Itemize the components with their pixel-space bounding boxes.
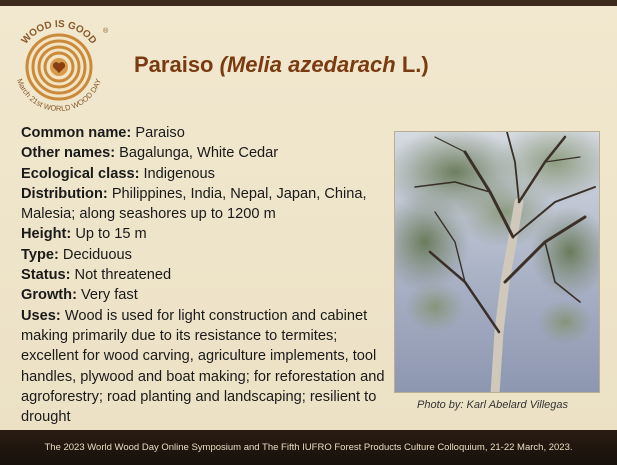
info-row-ecological-class: Ecological class: Indigenous [21,165,215,182]
info-row-height: Height: Up to 15 m [21,226,147,243]
logo-top-text: WOOD IS GOOD [19,18,99,47]
slide [0,6,617,430]
world-wood-day-logo [5,13,113,121]
title-scientific: (Melia azedarach [219,52,396,77]
title-common: Paraiso [134,52,214,77]
info-row-uses: Uses: Wood is used for light construction and cabinet making primarily due to its resistance to termites; excellent for wood carving, agriculture implements, tool handles, plywood and boat making; for reforestation and agroforestry; road planting and landscaping; resilient to drought [21,307,385,426]
tree-photo [394,131,600,393]
info-row-other-names: Other names: Bagalunga, White Cedar [21,145,279,162]
footer-banner: The 2023 World Wood Day Online Symposium and The Fifth IUFRO Forest Products Culture Colloquium, 21-22 March, 2023. [0,430,617,465]
registered-mark: ® [103,28,109,35]
photo-credit: Photo by: Karl Abelard Villegas [417,399,569,411]
info-row-common-name: Common name: Paraiso [21,125,185,141]
info-row-type: Type: Deciduous [21,246,132,263]
title-author: L.) [401,52,429,77]
info-row-distribution: Distribution: Philippines, India, Nepal, Japan, China, Malesia; along seashores up to 1200 m [21,185,367,223]
info-row-growth: Growth: Very fast [21,287,138,304]
species-title [134,52,429,78]
info-row-status: Status: Not threatened [21,267,172,284]
logo-bottom-text: March 21st WORLD WOOD DAY [14,77,104,114]
species-info [21,123,386,427]
